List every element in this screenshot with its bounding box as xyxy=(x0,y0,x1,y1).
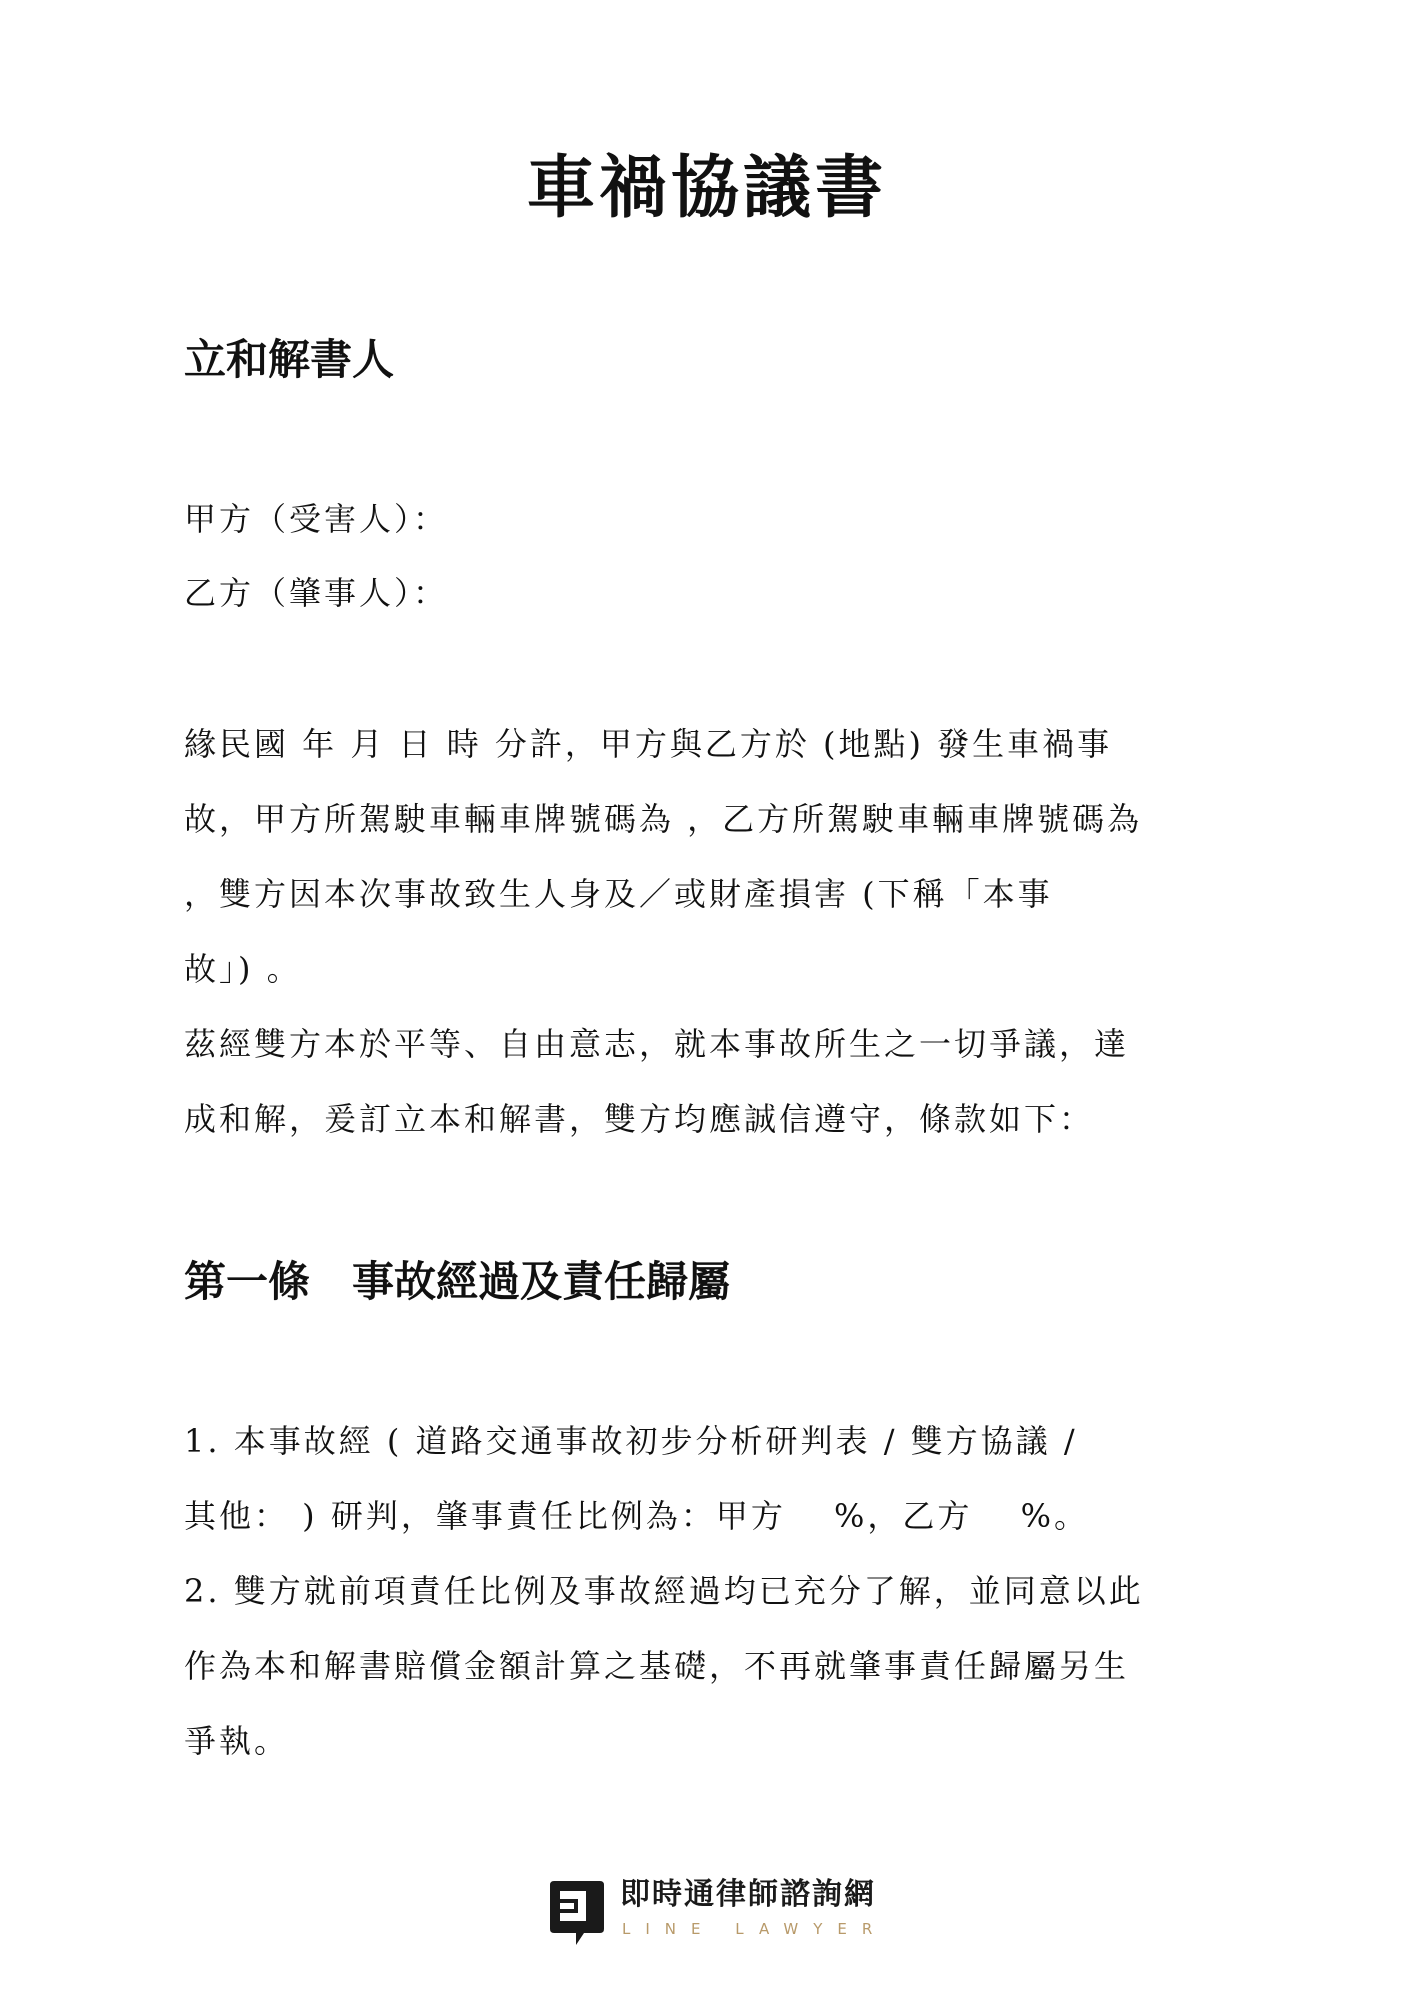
footer-brand-cn: 即時通律師諮詢網 xyxy=(620,1877,876,1912)
article-1-line-2: 其他： ) 研判，肇事責任比例為：甲方 %，乙方 %。 xyxy=(184,1497,1089,1535)
parties-heading: 立和解書人 xyxy=(184,335,395,384)
article-1-heading: 第一條 事故經過及責任歸屬 xyxy=(184,1257,731,1306)
footer-logo xyxy=(548,1875,888,1955)
article-1-line-5: 爭執。 xyxy=(184,1722,290,1760)
intro-line-2: 故，甲方所駕駛車輛車牌號碼為 ，乙方所駕駛車輛車牌號碼為 xyxy=(184,800,1143,838)
article-1-line-1: 1. 本事故經 ( 道路交通事故初步分析研判表 / 雙方協議 / xyxy=(184,1422,1078,1460)
line-lawyer-logo-icon xyxy=(548,1879,606,1947)
intro-line-5: 茲經雙方本於平等、自由意志，就本事故所生之一切爭議，達 xyxy=(184,1025,1130,1063)
party-a-line: 甲方（受害人）： xyxy=(184,500,449,538)
party-b-line: 乙方（肇事人）： xyxy=(184,574,449,612)
article-1-line-4: 作為本和解書賠償金額計算之基礎，不再就肇事責任歸屬另生 xyxy=(184,1647,1130,1685)
intro-line-4: 故」) 。 xyxy=(184,950,302,988)
intro-line-6: 成和解，爰訂立本和解書，雙方均應誠信遵守，條款如下： xyxy=(184,1100,1095,1138)
document-title: 車禍協議書 xyxy=(526,148,887,228)
article-1-line-3: 2. 雙方就前項責任比例及事故經過均已充分了解，並同意以此 xyxy=(184,1572,1144,1610)
footer-brand-en: LINE LAWYER xyxy=(622,1920,888,1938)
intro-line-1: 緣民國 年 月 日 時 分許，甲方與乙方於 (地點) 發生車禍事 xyxy=(184,725,1113,763)
intro-line-3: ，雙方因本次事故致生人身及／或財產損害 (下稱「本事 xyxy=(184,875,1053,913)
